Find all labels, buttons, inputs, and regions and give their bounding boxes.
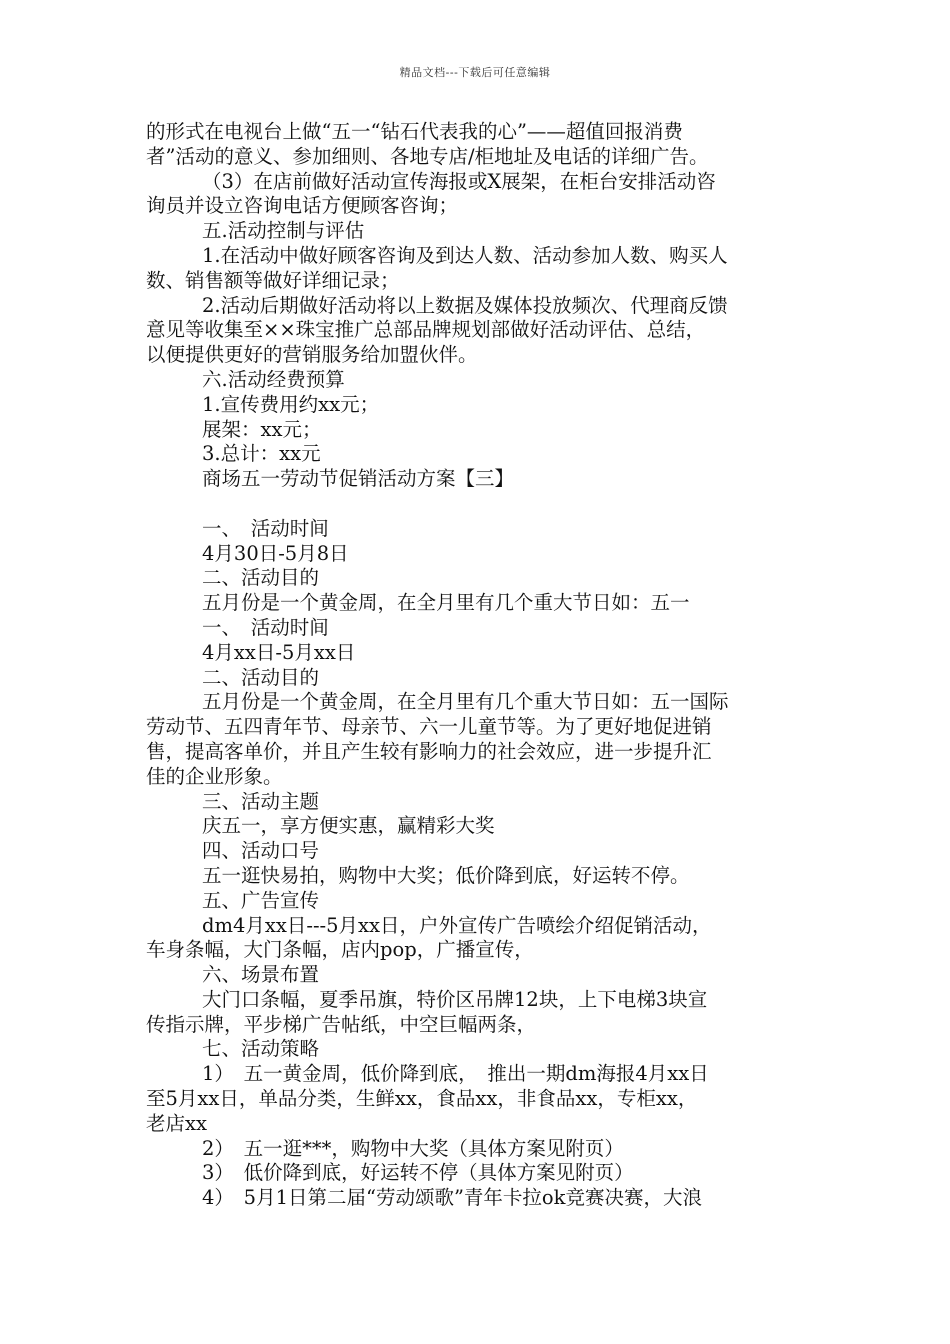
text-line: 4） 5月1日第二届“劳动颂歌”青年卡拉ok竞赛决赛，大浪 <box>202 1186 702 1210</box>
text-line: 六.活动经费预算 <box>202 367 345 391</box>
page-header: 精品文档---下载后可任意编辑 <box>399 66 551 79</box>
text-line: dm4月xx日---5月xx日，户外宣传广告喷绘介绍促销活动， <box>202 913 712 937</box>
text-line: 1） 五一黄金周，低价降到底， 推出一期dm海报4月xx日 <box>202 1062 709 1086</box>
text-line: 2） 五一逛***，购物中大奖（具体方案见附页） <box>202 1136 624 1160</box>
text-line: 大门口条幅，夏季吊旗，特价区吊牌12块，上下电梯3块宣 <box>202 987 708 1011</box>
text-line: 庆五一，享方便实惠，赢精彩大奖 <box>202 814 495 838</box>
text-line: 五月份是一个黄金周，在全月里有几个重大节日如：五一 <box>202 591 690 615</box>
text-line: 五、广告宣传 <box>202 888 320 912</box>
text-line: 者”活动的意义、参加细则、各地专店/柜地址及电话的详细广告。 <box>146 144 709 168</box>
text-line: 六、场景布置 <box>202 963 320 987</box>
text-line: 的形式在电视台上做“五一“钻石代表我的心”——超值回报消费 <box>146 120 683 143</box>
text-line: 4月30日-5月8日 <box>202 541 349 565</box>
text-line: 询员并设立咨询电话方便顾客咨询； <box>146 194 459 218</box>
text-line: 五.活动控制与评估 <box>202 219 365 243</box>
text-line: 一、 活动时间 <box>202 615 329 639</box>
text-line: 传指示牌，平步梯广告帖纸，中空巨幅两条， <box>146 1012 537 1036</box>
blank-line <box>146 492 806 517</box>
text-line: 一、 活动时间 <box>202 516 329 540</box>
text-line: 数、销售额等做好详细记录； <box>146 268 400 292</box>
text-line: 四、活动口号 <box>202 839 320 863</box>
text-line: 意见等收集至××珠宝推广总部品牌规划部做好活动评估、总结， <box>146 318 706 342</box>
text-line: 3） 低价降到底，好运转不停（具体方案见附页） <box>202 1161 634 1185</box>
text-line: 商场五一劳动节促销活动方案【三】 <box>202 467 515 491</box>
text-line: 1.宣传费用约xx元； <box>202 392 380 416</box>
text-line: 五月份是一个黄金周，在全月里有几个重大节日如：五一国际 <box>202 690 729 714</box>
text-line: 车身条幅，大门条幅，店内pop，广播宣传， <box>146 938 534 962</box>
document-body <box>146 120 806 1211</box>
text-line: 以便提供更好的营销服务给加盟伙伴。 <box>146 343 478 367</box>
text-line: 老店xx <box>146 1111 207 1135</box>
text-line: （3）在店前做好活动宣传海报或X展架，在柜台安排活动咨 <box>202 169 716 193</box>
text-line: 三、活动主题 <box>202 789 320 813</box>
text-line: 3.总计：xx元 <box>202 442 321 466</box>
text-line: 二、活动目的 <box>202 566 320 590</box>
text-line: 售，提高客单价，并且产生较有影响力的社会效应，进一步提升汇 <box>146 739 712 763</box>
text-line: 佳的企业形象。 <box>146 764 283 788</box>
text-line: 4月xx日-5月xx日 <box>202 640 356 664</box>
text-line: 2.活动后期做好活动将以上数据及媒体投放频次、代理商反馈 <box>202 293 728 317</box>
text-line: 二、活动目的 <box>202 665 320 689</box>
text-line: 五一逛快易拍，购物中大奖；低价降到底，好运转不停。 <box>202 863 690 887</box>
text-line: 劳动节、五四青年节、母亲节、六一儿童节等。为了更好地促进销 <box>146 715 712 739</box>
text-line: 展架：xx元； <box>202 417 322 441</box>
text-line: 1.在活动中做好顾客咨询及到达人数、活动参加人数、购买人 <box>202 243 728 267</box>
text-line: 至5月xx日，单品分类，生鲜xx，食品xx，非食品xx，专柜xx， <box>146 1087 698 1111</box>
text-line: 七、活动策略 <box>202 1037 320 1061</box>
